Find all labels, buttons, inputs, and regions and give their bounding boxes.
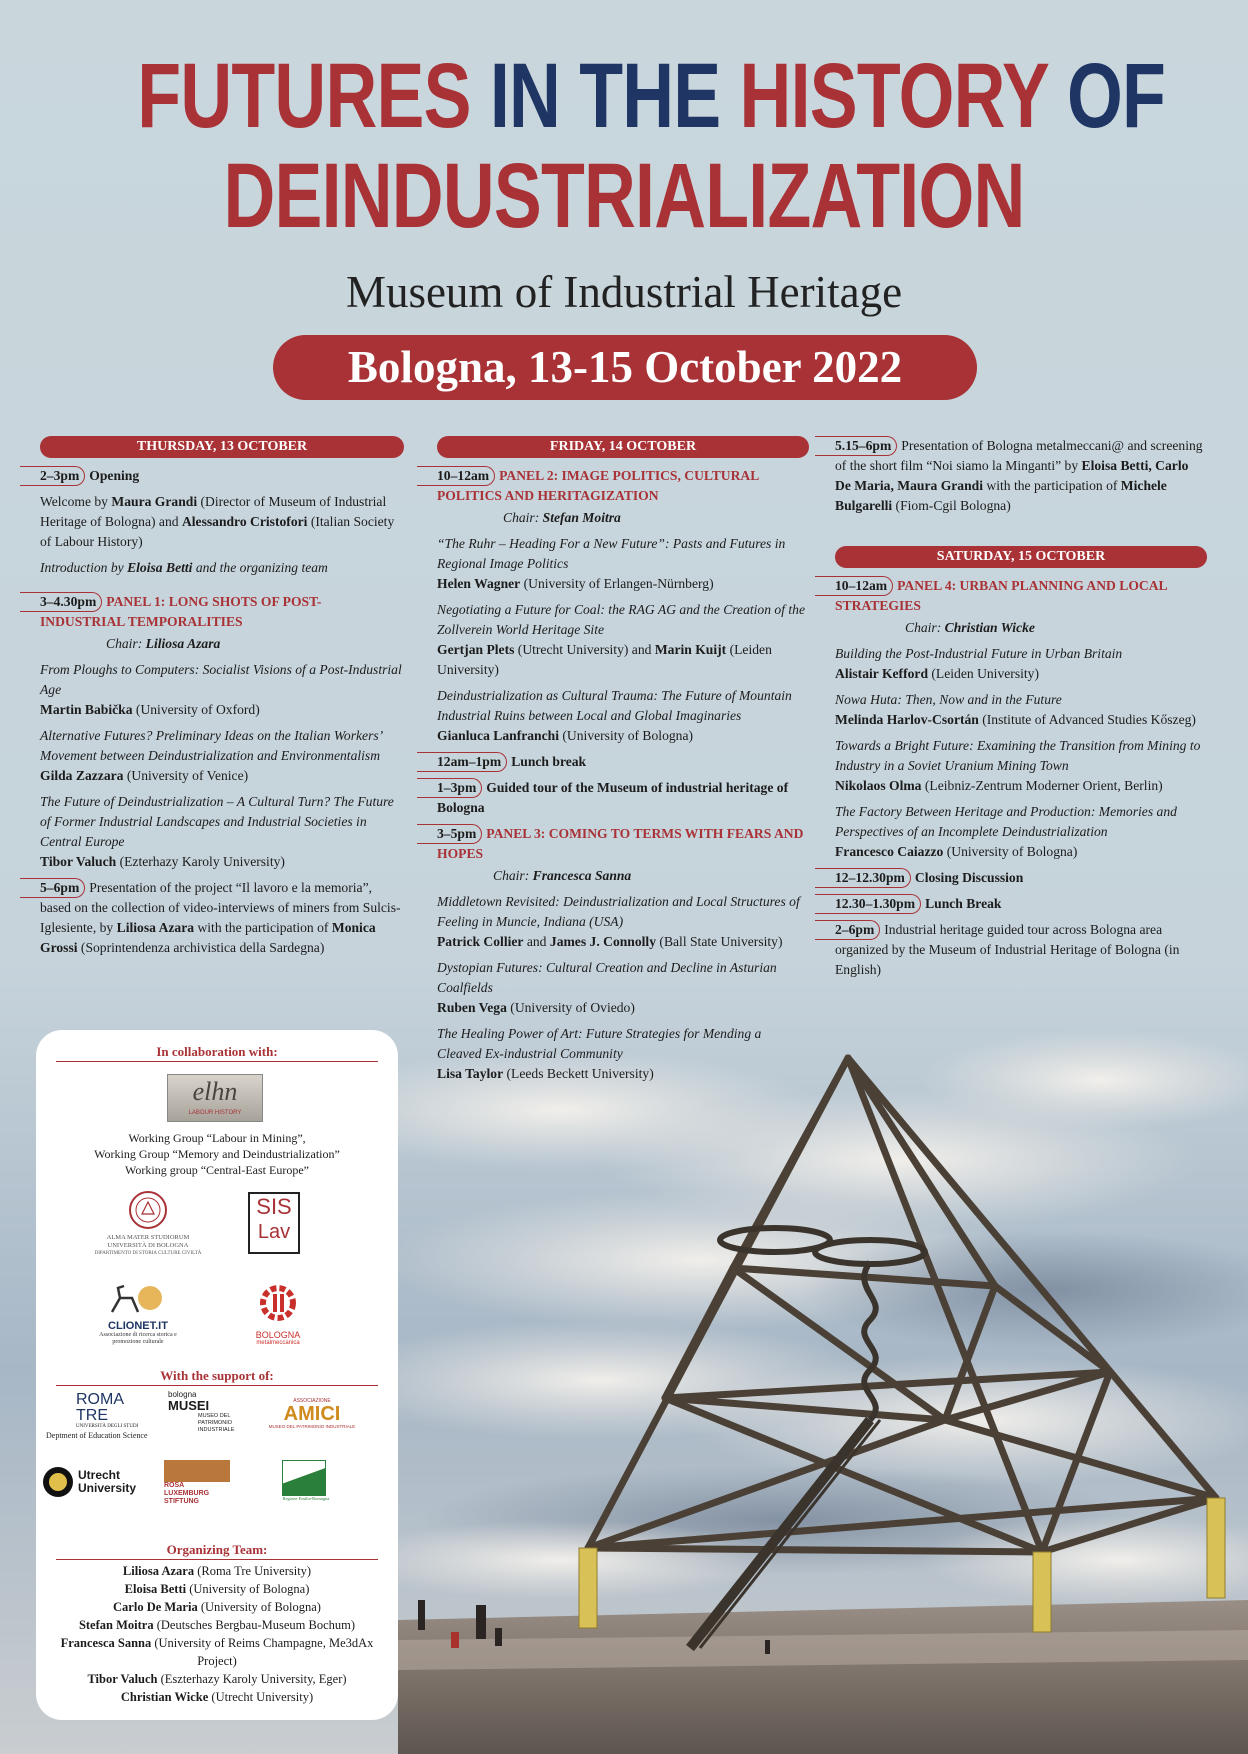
utrecht-text [78,1469,136,1495]
tour-time: 2–6pm [815,920,880,940]
paper [835,644,1207,684]
paper-title: Dystopian Futures: Cultural Creation and Decline in Asturian Coalfields [437,960,777,995]
roma-tre-text: ROMA [76,1391,124,1408]
paper-author: Patrick Collier [437,934,524,949]
title-word-of: OF [1066,45,1166,147]
unibo-logo [88,1190,208,1257]
speaker-name: Eloisa Betti [127,560,193,575]
member-name: Carlo De Maria [113,1600,198,1614]
paper [437,534,809,594]
panel4-title: PANEL 4: URBAN PLANNING AND LOCAL STRATEGIES [835,578,1167,613]
bologna-musei-logo [168,1390,254,1434]
horse-rider-icon [106,1282,170,1316]
panel2-title: PANEL 2: IMAGE POLITICS, CULTURAL POLITICS AND HERITAGIZATION [437,468,759,503]
panel1-time: 3–4.30pm [20,592,102,612]
paper-author: Gianluca Lanfranchi [437,728,559,743]
chair-label: Chair: [493,868,533,883]
member-name: Francesca Sanna [60,1636,152,1650]
text: (Italian Society of Labour History) [40,514,395,549]
opening-session [40,466,404,486]
paper-title: “The Ruhr – Heading For a New Future”: Pasts and Futures in Regional Image Politics [437,536,786,571]
text: (Fiom-Cgil Bologna) [892,498,1011,513]
friday-header: FRIDAY, 14 OCTOBER [437,436,809,458]
bologna-logo-text: BOLOGNA [255,1330,301,1340]
bologna-metalmeccanica-logo [248,1280,308,1347]
member-affiliation: (University of Reims Champagne, Me3dAx Project) [151,1636,374,1668]
paper-affiliation: (University of Oviedo) [506,1000,635,1015]
thursday-column [40,436,404,964]
date-banner: Bologna, 13-15 October 2022 [273,335,977,400]
title-line-2: DEINDUSTRIALIZATION [223,145,1025,247]
chair-label: Chair: [905,620,945,635]
subtitle: Museum of Industrial Heritage [345,267,903,317]
panel4-heading [835,576,1207,616]
team-member [50,1634,384,1670]
member-name: Stefan Moitra [78,1618,154,1632]
roma-tre-logo [46,1392,156,1442]
organizing-team [50,1562,384,1706]
elhn-logo-subtext: LABOUR HISTORY [188,1110,242,1116]
opening-description [40,492,404,552]
unibo-text: DIPARTIMENTO DI STORIA CULTURE CIVILTÀ [94,1251,202,1256]
paper-affiliation: (Institute of Advanced Studies Kőszeg) [978,712,1196,727]
team-member [50,1688,384,1706]
paper-title: Nowa Huta: Then, Now and in the Future [835,692,1062,707]
paper [437,1024,809,1084]
gear-icon [255,1280,301,1326]
speaker-names: Eloisa Betti, Carlo De Maria, Maura Grandi [835,458,1189,493]
text: Introduction by [40,560,128,575]
paper-affiliation: (Ball State University) [656,934,783,949]
saturday-tour [835,920,1207,980]
clionet-logo [88,1282,188,1346]
title-word-history: HISTORY [739,45,1048,147]
panel2-heading [437,466,809,506]
collaboration-panel [36,1030,398,1720]
panel4-chair [835,618,1207,638]
title-line-1 [137,45,1166,147]
panel2-time: 10–12am [417,466,495,486]
bologna-logo-subtext: metalmeccanica [256,1340,300,1346]
opening-time: 2–3pm [20,466,85,486]
lunch-title: Lunch break [511,754,587,769]
opening-title: Opening [89,468,140,483]
working-groups [36,1130,398,1178]
panel1-chair [40,634,404,654]
paper-author: Gertjan Plets [437,642,515,657]
paper [40,660,404,720]
title-word-futures: FUTURES [137,45,471,147]
paper-author: Alistair Kefford [835,666,928,681]
tour-text: Industrial heritage guided tour across Bologna area organized by the Museum of Industrial Heritage of Bologna (in English) [835,922,1180,977]
team-member [50,1616,384,1634]
chair-name: Stefan Moitra [542,510,621,525]
amici-subtext: MUSEO DEL PATRIMONIO INDUSTRIALE [268,1424,356,1429]
unibo-seal-icon [128,1190,168,1230]
paper-affiliation: (University of Oxford) [132,702,260,717]
sislav-logo-text: Lav [257,1221,291,1243]
member-affiliation: (Utrecht University) [208,1690,314,1704]
chair-label: Chair: [106,636,146,651]
rosa-text: LUXEMBURG [164,1490,210,1497]
rosa-logo-bar [164,1460,230,1482]
panel3-chair [437,866,809,886]
saturday-header: SATURDAY, 15 OCTOBER [835,546,1207,568]
paper [40,792,404,872]
friday-tour [437,778,809,818]
paper-title: Middletown Revisited: Deindustrialization and Local Structures of Feeling in Muncie, Indiana (USA) [437,894,800,929]
panel1-title: PANEL 1: LONG SHOTS OF POST-INDUSTRIAL TEMPORALITIES [40,594,322,629]
friday-evening-session [835,436,1207,516]
member-affiliation: (Eszterhazy Karoly University, Eger) [157,1672,347,1686]
clionet-logo-subtext: Associazione di ricerca storica e promozione culturale [99,1332,177,1345]
paper-affiliation: (Leiden University) [437,642,772,677]
panel3-title: PANEL 3: COMING TO TERMS WITH FEARS AND HOPES [437,826,804,861]
thursday-evening-session [40,878,404,958]
paper [437,686,809,746]
paper-author: Tibor Valuch [40,854,117,869]
paper-title: Negotiating a Future for Coal: the RAG AG and the Creation of the Zollverein World Heritage Site [437,602,806,637]
paper-affiliation: (Ezterhazy Karoly University) [116,854,285,869]
team-heading: Organizing Team: [56,1542,378,1560]
musei-subtext: MUSEO DEL PATRIMONIO INDUSTRIALE [198,1413,235,1433]
member-affiliation: (University of Bologna) [186,1582,310,1596]
chair-name: Francesca Sanna [532,868,632,883]
team-member [50,1580,384,1598]
member-affiliation: (University of Bologna) [197,1600,321,1614]
text: and the organizing team [192,560,328,575]
team-member [50,1598,384,1616]
paper-affiliation: (University of Bologna) [943,844,1078,859]
speaker-name: Michele Bulgarelli [835,478,1167,513]
chair-name: Liliosa Azara [145,636,221,651]
paper-title: The Future of Deindustrialization – A Cultural Turn? The Future of Former Industrial Landscapes and Industrial Societies in Central Europe [40,794,394,849]
tour-time: 1–3pm [417,778,482,798]
amici-logo [262,1398,362,1430]
chair-name: Christian Wicke [944,620,1035,635]
text: Welcome by [40,494,112,509]
member-affiliation: (Roma Tre University) [194,1564,312,1578]
panel3-time: 3–5pm [417,824,482,844]
utrecht-seal-icon [42,1466,74,1498]
paper-author: Ruben Vega [437,1000,507,1015]
introduction [40,558,404,578]
regione-logo [282,1460,330,1502]
text: Presentation of the project “Il lavoro e la memoria”, based on the collection of video-interviews of miners from Sulcis-Iglesiente, by [40,880,401,935]
paper-affiliation: (Leeds Beckett University) [503,1066,654,1081]
rosa-luxemburg-logo [164,1460,230,1506]
sislav-logo [248,1192,300,1254]
evening-time: 5.15–6pm [815,436,897,456]
working-group: Working Group “Memory and Deindustrialization” [94,1147,340,1161]
thursday-header: THURSDAY, 13 OCTOBER [40,436,404,458]
paper-author: Helen Wagner [437,576,521,591]
paper [835,736,1207,796]
elhn-logo-text: elhn [192,1077,238,1106]
elhn-logo [167,1074,263,1122]
paper [40,726,404,786]
paper-author: Lisa Taylor [437,1066,504,1081]
paper-affiliation: (Utrecht University) and [514,642,655,657]
paper-author: James J. Connolly [549,934,657,949]
regione-emblem [282,1460,326,1496]
paper-author: Nikolaos Olma [835,778,922,793]
paper-title: Alternative Futures? Preliminary Ideas on the Italian Workers’ Movement between Deindustrialization and Environmentalism [40,728,382,763]
lunch-time: 12.30–1.30pm [815,894,921,914]
paper-author: Martin Babička [40,702,133,717]
panel2-chair [437,508,809,528]
lunch-time: 12am–1pm [417,752,507,772]
musei-text: MUSEI [168,1398,210,1413]
member-name: Eloisa Betti [124,1582,187,1596]
member-name: Christian Wicke [120,1690,209,1704]
panel1-heading [40,592,404,632]
speaker-name: Maura Grandi [111,494,198,509]
closing-title: Closing Discussion [914,870,1024,885]
speaker-name: Alessandro Cristofori [181,514,308,529]
paper-title: Deindustrialization as Cultural Trauma: The Future of Mountain Industrial Ruins between Local and Global Imaginaries [437,688,792,723]
panel3-heading [437,824,809,864]
speaker-name: Monica Grossi [40,920,376,955]
roma-tre-text: TRE [76,1407,108,1424]
working-group: Working group “Central-East Europe” [125,1163,309,1177]
sislav-logo-text: SIS [256,1194,292,1219]
member-affiliation: (Deutsches Bergbau-Museum Bochum) [153,1618,356,1632]
paper-affiliation: (University of Bologna) [559,728,694,743]
closing-discussion [835,868,1207,888]
paper-affiliation: (University of Venice) [123,768,249,783]
member-name: Tibor Valuch [87,1672,158,1686]
paper-author: Francesco Caiazzo [835,844,944,859]
paper [437,892,809,952]
member-name: Liliosa Azara [122,1564,195,1578]
text: with the participation of [194,920,332,935]
roma-tre-subtext: UNIVERSITÀ DEGLI STUDI [76,1424,139,1429]
friday-lunch [437,752,809,772]
paper [437,958,809,1018]
roma-tre-department: Deptment of Education Science [46,1431,148,1440]
evening-time: 5–6pm [20,878,85,898]
text: with the participation of [983,478,1121,493]
utrecht-name: University [78,1481,137,1495]
paper-author: Marin Kuijt [654,642,727,657]
paper-title: The Healing Power of Art: Future Strategies for Mending a Cleaved Ex-industrial Community [437,1026,762,1061]
paper [835,802,1207,862]
saturday-column [835,436,1207,986]
paper [835,690,1207,730]
paper-author: Melinda Harlov-Csortán [835,712,979,727]
paper-affiliation: and [523,934,550,949]
tour-title: Guided tour of the Museum of industrial heritage of Bologna [437,780,789,815]
paper-title: The Factory Between Heritage and Production: Memories and Perspectives of an Incomplete Deindustrialization [835,804,1177,839]
panel4-time: 10–12am [815,576,893,596]
saturday-lunch [835,894,1207,914]
team-member [50,1562,384,1580]
text: (Soprintendenza archivistica della Sardegna) [77,940,325,955]
musei-text: bologna [168,1390,197,1399]
paper-title: Towards a Bright Future: Examining the Transition from Mining to Industry in a Soviet Uranium Mining Town [835,738,1201,773]
utrecht-name: Utrecht [78,1468,121,1482]
lunch-title: Lunch Break [925,896,1002,911]
paper-affiliation: (Leiden University) [928,666,1039,681]
amici-pretext: ASSOCIAZIONE [293,1398,331,1404]
team-member [50,1670,384,1688]
closing-time: 12–12.30pm [815,868,911,888]
paper-affiliation: (Leibniz-Zentrum Moderner Orient, Berlin) [921,778,1163,793]
paper [437,600,809,680]
amici-text: AMICI [283,1403,341,1425]
utrecht-logo [42,1466,162,1498]
friday-column [437,436,809,1090]
chair-label: Chair: [503,510,543,525]
text: (Director of Museum of Industrial Heritage of Bologna) and [40,494,387,529]
speaker-name: Liliosa Azara [116,920,195,935]
working-group: Working Group “Labour in Mining”, [128,1131,306,1145]
clionet-logo-text: CLIONET.IT [108,1320,168,1332]
paper-author: Gilda Zazzara [40,768,124,783]
paper-title: Building the Post-Industrial Future in Urban Britain [835,646,1123,661]
unibo-text: UNIVERSITÀ DI BOLOGNA [107,1242,189,1249]
paper-title: From Ploughs to Computers: Socialist Visions of a Post-Industrial Age [40,662,402,697]
paper-affiliation: (University of Erlangen-Nürnberg) [520,576,714,591]
collaboration-heading: In collaboration with: [56,1044,378,1062]
title-word-in-the: IN THE [489,45,721,147]
unibo-text: ALMA MATER STUDIORUM [106,1234,190,1241]
support-heading: With the support of: [56,1368,378,1386]
rosa-text: ROSA [164,1482,185,1489]
regione-text: Regione Emilia-Romagna [282,1496,330,1501]
rosa-text: STIFTUNG [164,1498,199,1505]
text: Presentation of Bologna metalmeccani@ and screening of the short film “Noi siamo la Minganti” by [835,438,1203,473]
